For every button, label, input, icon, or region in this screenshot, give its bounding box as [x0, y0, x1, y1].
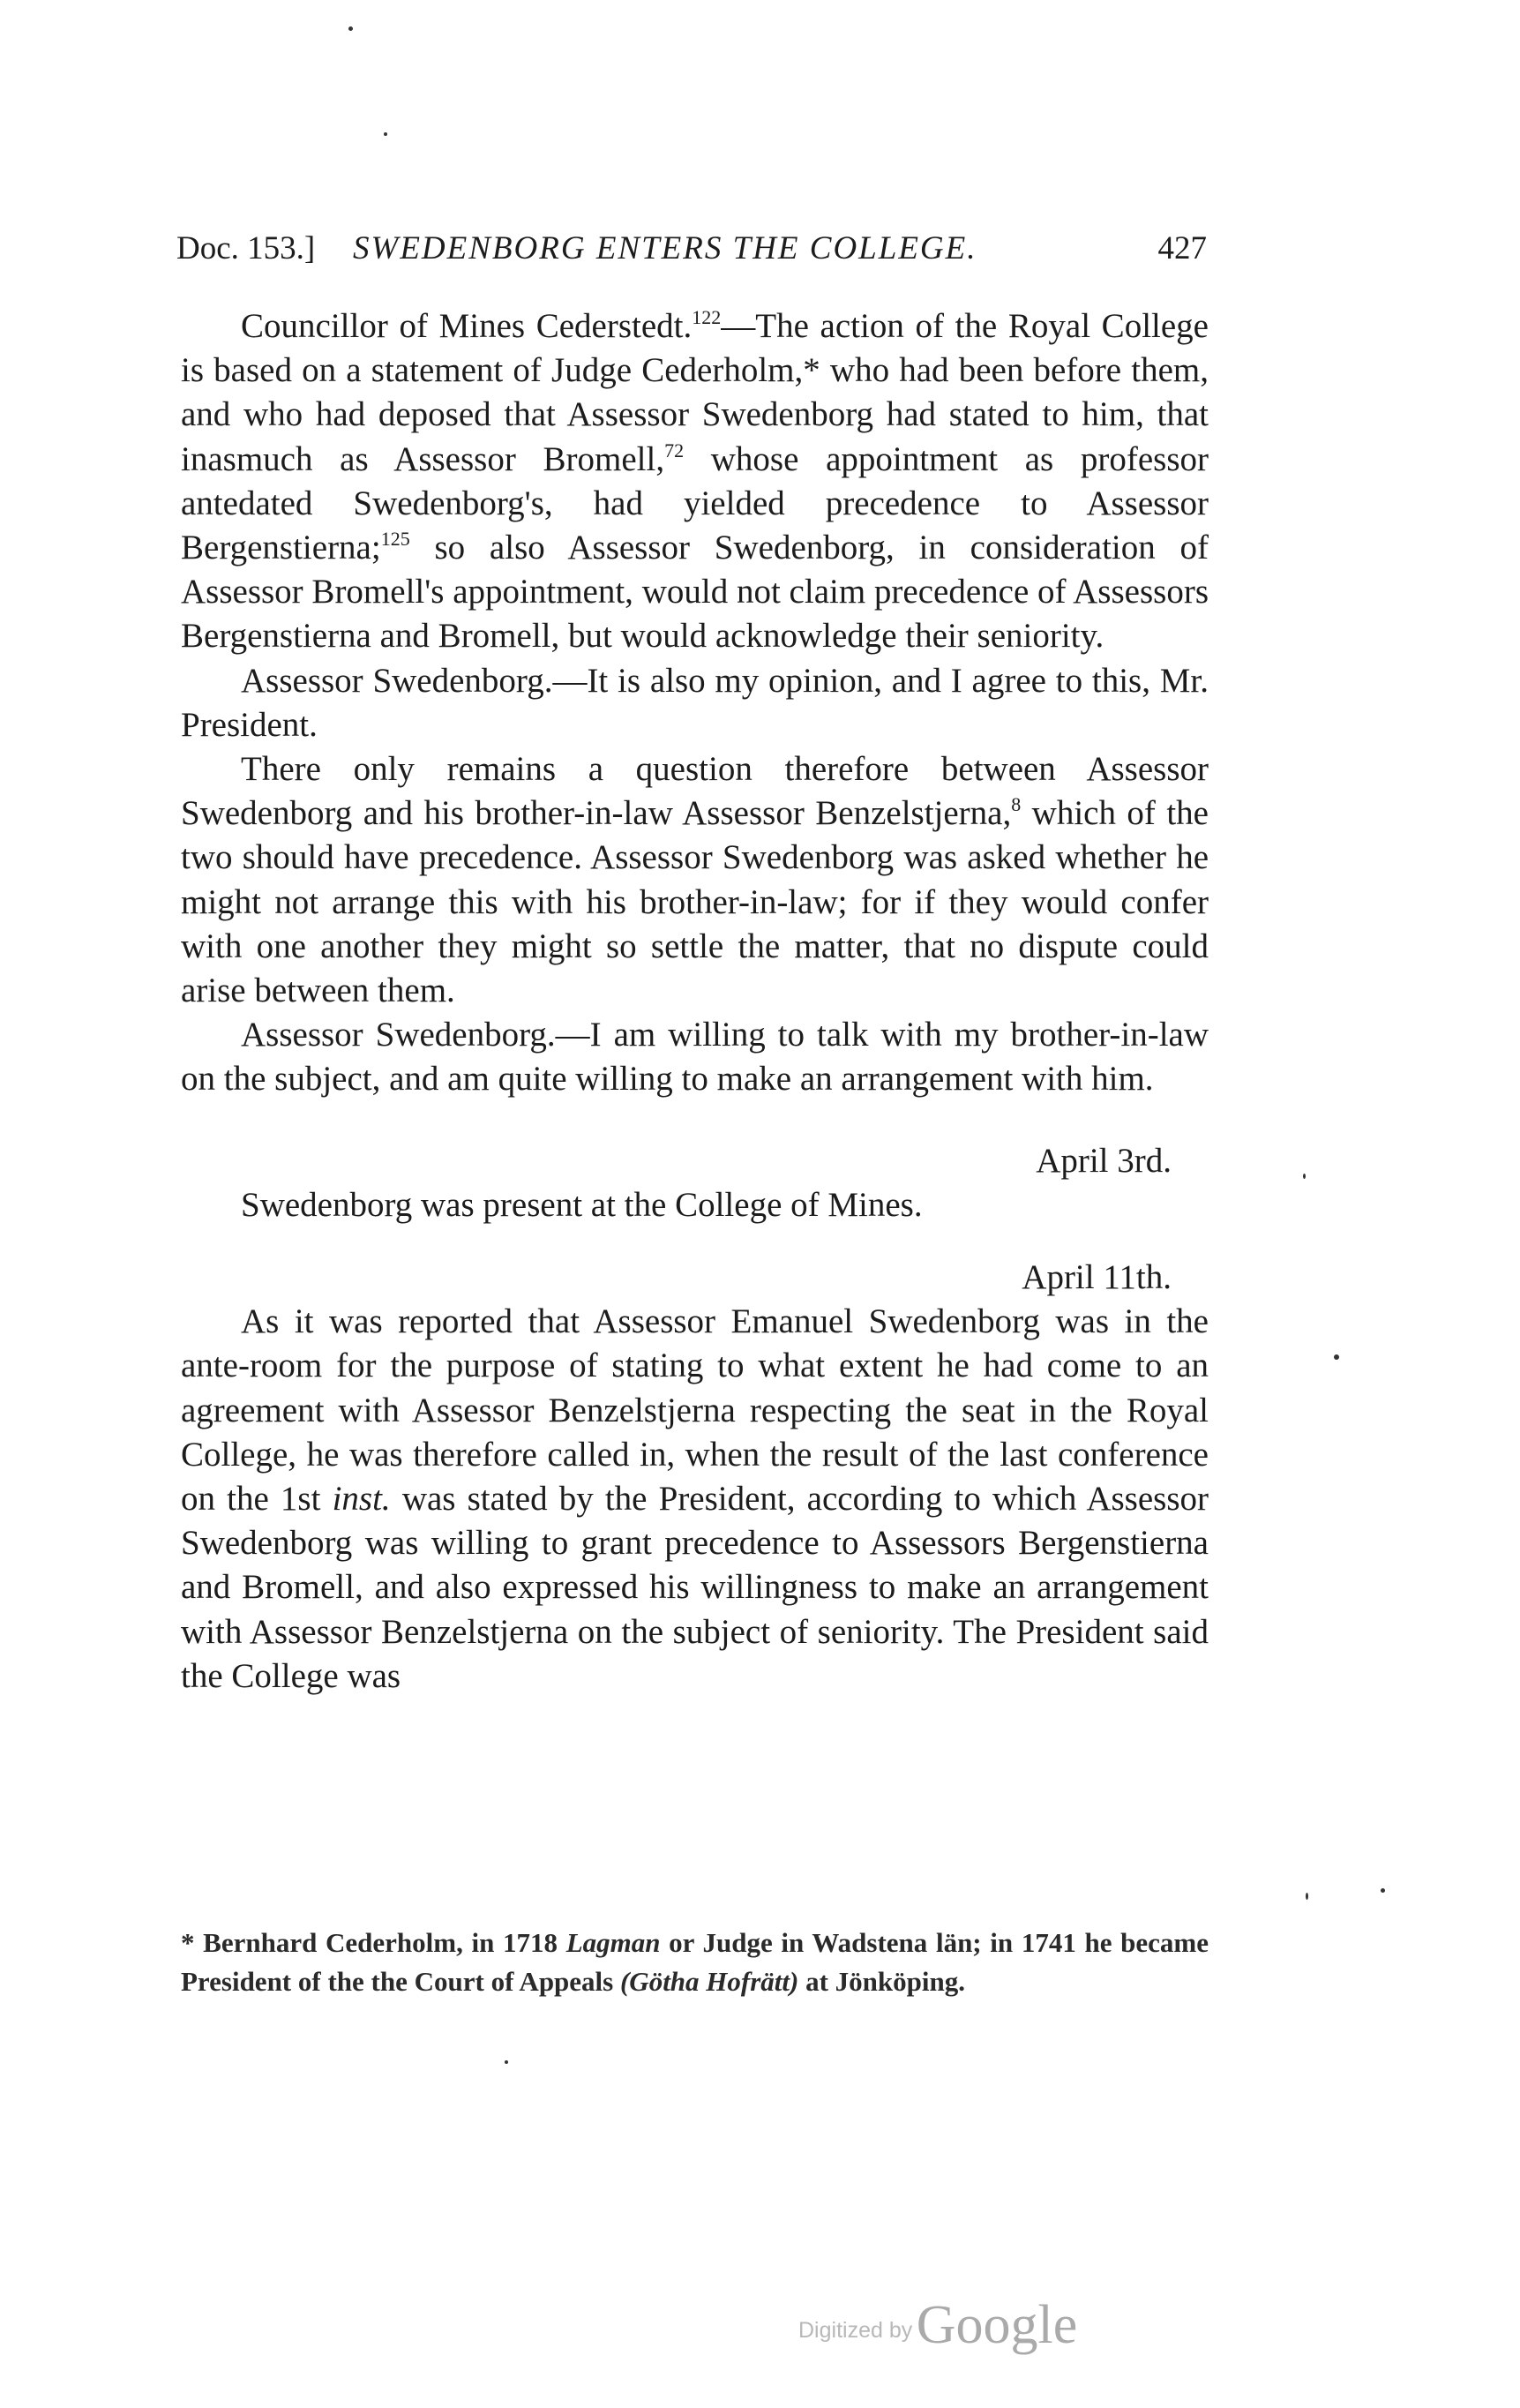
- reference-marker: 72: [664, 439, 685, 461]
- running-title: SWEDENBORG ENTERS THE COLLEGE.: [353, 230, 977, 266]
- footnote: * Bernhard Cederholm, in 1718 Lagman or Judge in Wadstena län; in 1741 he became President of the the Court of Appeals (Götha Hofrätt) at Jönköping.: [181, 1927, 1209, 1997]
- scan-speck: [1334, 1354, 1339, 1360]
- date-april-3: April 3rd.: [1036, 1141, 1172, 1180]
- digitized-watermark: [798, 2294, 1077, 2357]
- google-logo: Google: [916, 2295, 1078, 2355]
- date-april-11: April 11th.: [1022, 1258, 1172, 1297]
- scan-speck: [505, 2060, 508, 2064]
- scan-speck: [1303, 1174, 1306, 1179]
- italic-gotha-hofratt: (Götha Hofrätt): [619, 1966, 799, 1997]
- paragraph-present: Swedenborg was present at the College of Mines.: [241, 1185, 923, 1224]
- paragraph-swedenborg-willing: Assessor Swedenborg.—I am willing to talk with my brother-in-law on the subject, and am quite willing to make an arrangement with him.: [181, 1016, 1209, 1099]
- running-header: [176, 229, 1207, 282]
- scan-speck: [384, 132, 387, 136]
- page-number: 427: [1157, 230, 1207, 266]
- paragraph-swedenborg-agrees: Assessor Swedenborg.—It is also my opinion, and I agree to this, Mr. President.: [181, 661, 1209, 744]
- italic-inst: inst.: [332, 1480, 391, 1519]
- scan-speck: [1306, 1893, 1308, 1900]
- scan-speck: [348, 26, 353, 31]
- document-reference: Doc. 153.]: [176, 230, 316, 266]
- reference-marker: 8: [1011, 793, 1022, 816]
- reference-marker: 122: [692, 306, 722, 328]
- watermark-digitized-by: Digitized by: [798, 2318, 913, 2343]
- reference-marker: 125: [380, 528, 410, 551]
- italic-lagman: Lagman: [565, 1927, 661, 1958]
- paragraph-ante-room: As it was reported that Assessor Emanuel Swedenborg was in the ante-room for the purpose of stating to what extent he had come to an agreement with Assessor Benzelstjerna respecting the seat in the Royal College, he was therefore called in, when the result of the last conference on the 1st inst. was stated by the President, according to which Assessor Swedenborg was willing to grant precedence to Assessors Bergenstierna and Bromell, and also expressed his willingness to make an arrangement with Assessor Benzelstjerna on the subject of seniority. The President said the College was: [181, 1302, 1209, 1695]
- paragraph-precedence-question: There only remains a question therefore between Assessor Swedenborg and his brother-in-law Assessor Benzelstjerna,$^8$ which of the two should have precedence. Assessor Swedenborg was asked whether he might not arrange this with his brother-in-law; for if they would confer with one another they might so settle the matter, that no dispute could arise between them.: [181, 750, 1209, 1010]
- body-text: [181, 304, 1209, 1699]
- paragraph-cederstedt: Councillor of Mines Cederstedt.$^{122}$—The action of the Royal College is based on a statement of Judge Cederholm,* who had been before them, and who had deposed that Assessor Swedenborg had stated to him, that inasmuch as Assessor Bromell,$^{72}$ whose appointment as professor antedated Swedenborg's, had yielded precedence to Assessor Bergenstierna;$^{125}$ so also Assessor Swedenborg, in consideration of Assessor Bromell's appointment, would not claim precedence of Assessors Bergenstierna and Bromell, but would acknowledge their seniority.: [181, 306, 1209, 656]
- scan-speck: [1381, 1888, 1385, 1893]
